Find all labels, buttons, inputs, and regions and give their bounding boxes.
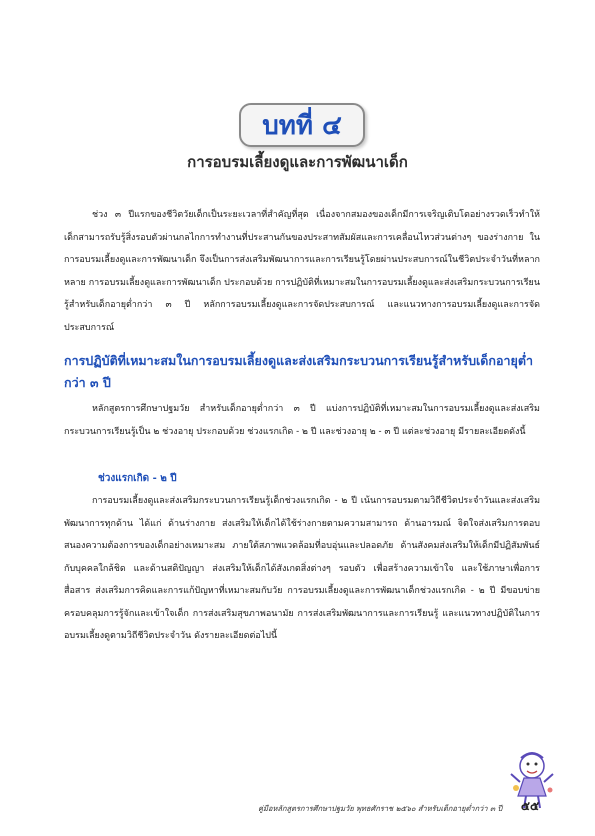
page-number: ๕๕ (520, 799, 540, 813)
chapter-title: บทที่ ๔ (262, 110, 342, 141)
footer-text: คู่มือหลักสูตรการศึกษาปฐมวัย พุทธศักราช ๒๕๖๐ สำหรับเด็กอายุต่ำกว่า ๓ ปี (258, 804, 503, 813)
subsection-heading: ช่วงแรกเกิด - ๒ ปี (98, 473, 177, 484)
chapter-title-box (239, 103, 365, 147)
subsection-text: การอบรมเลี้ยงดูและส่งเสริมกระบวนการเรียนรู้เด็กช่วงแรกเกิด - ๒ ปี เน้นการอบรมตามวิถีชีวิตประจำวันและส่งเสริมพัฒนาการทุกด้าน ได้แก่ ด้านร่างกาย ส่งเสริมให้เด็กได้ใช้ร่างกายตามความสามารถ ด้านอารมณ์ จิตใจส่งเสริมการตอบสนองความต้องการของเด็กอย่างเหมาะสม ภายใต้สภาพแวดล้อมที่อบอุ่นและปลอดภัย ด้านสังคมส่งเสริมให้เด็กมีปฏิสัมพันธ์กับบุคคลใกล้ชิด และด้านสติปัญญา ส่งเสริมให้เด็กได้สังเกตสิ่งต่างๆ รอบตัว เพื่อสร้างความเข้าใจ และใช้ภาษาเพื่อการสื่อสาร ส่งเสริมการคิดและการแก้ปัญหาที่เหมาะสมกับวัย การอบรมเลี้ยงดูและการพัฒนาเด็กช่วงแรกเกิด - ๒ ปี มีขอบข่ายครอบคลุมการรู้จักและเข้าใจเด็ก การส่งเสริมสุขภาพอนามัย การส่งเสริมพัฒนาการและการเรียนรู้ และแนวทางปฏิบัติในการอบรมเลี้ยงดูตามวิถีชีวิตประจำวัน ดังรายละเอียดต่อไปนี้ (64, 496, 540, 641)
chapter-subtitle: การอบรมเลี้ยงดูและการพัฒนาเด็ก (187, 153, 408, 171)
intro-text: ช่วง ๓ ปีแรกของชีวิตวัยเด็กเป็นระยะเวลาที่สำคัญที่สุด เนื่องจากสมองของเด็กมีการเจริญเติบโตอย่างรวดเร็วทำให้เด็กสามารถรับรู้สิ่งรอบตัวผ่านกลไกการทำงานที่ประสานกันของประสาทสัมผัสและการเคลื่อนไหวส่วนต่างๆ ของร่างกาย ในการอบรมเลี้ยงดูและการพัฒนาเด็ก จึงเป็นการส่งเสริมพัฒนาการและการเรียนรู้โดยผ่านประสบการณ์ในชีวิตประจำวันที่หลากหลาย การอบรมเลี้ยงดูและการพัฒนาเด็ก ประกอบด้วย การปฏิบัติที่เหมาะสมในการอบรมเลี้ยงดูและส่งเสริมกระบวนการเรียนรู้สำหรับเด็กอายุต่ำกว่า ๓ ปี หลักการอบรมเลี้ยงดูและการจัดประสบการณ์ และแนวทางการอบรมเลี้ยงดูและการจัดประสบการณ์ (64, 210, 540, 333)
section-heading: การปฏิบัติที่เหมาะสมในการอบรมเลี้ยงดูและส่งเสริมกระบวนการเรียนรู้สำหรับเด็กอายุต่ำกว่า ๓ ปี (64, 353, 533, 390)
subsection-paragraph (64, 490, 540, 648)
intro-paragraph (64, 204, 540, 339)
section-paragraph (64, 398, 540, 443)
section-text: หลักสูตรการศึกษาปฐมวัย สำหรับเด็กอายุต่ำกว่า ๓ ปี แบ่งการปฏิบัติที่เหมาะสมในการอบรมเลี้ยงดูและส่งเสริมกระบวนการเรียนรู้เป็น ๒ ช่วงอายุ ประกอบด้วย ช่วงแรกเกิด - ๒ ปี และช่วงอายุ ๒ - ๓ ปี แต่ละช่วงอายุ มีรายละเอียดดังนี้ (64, 404, 540, 437)
